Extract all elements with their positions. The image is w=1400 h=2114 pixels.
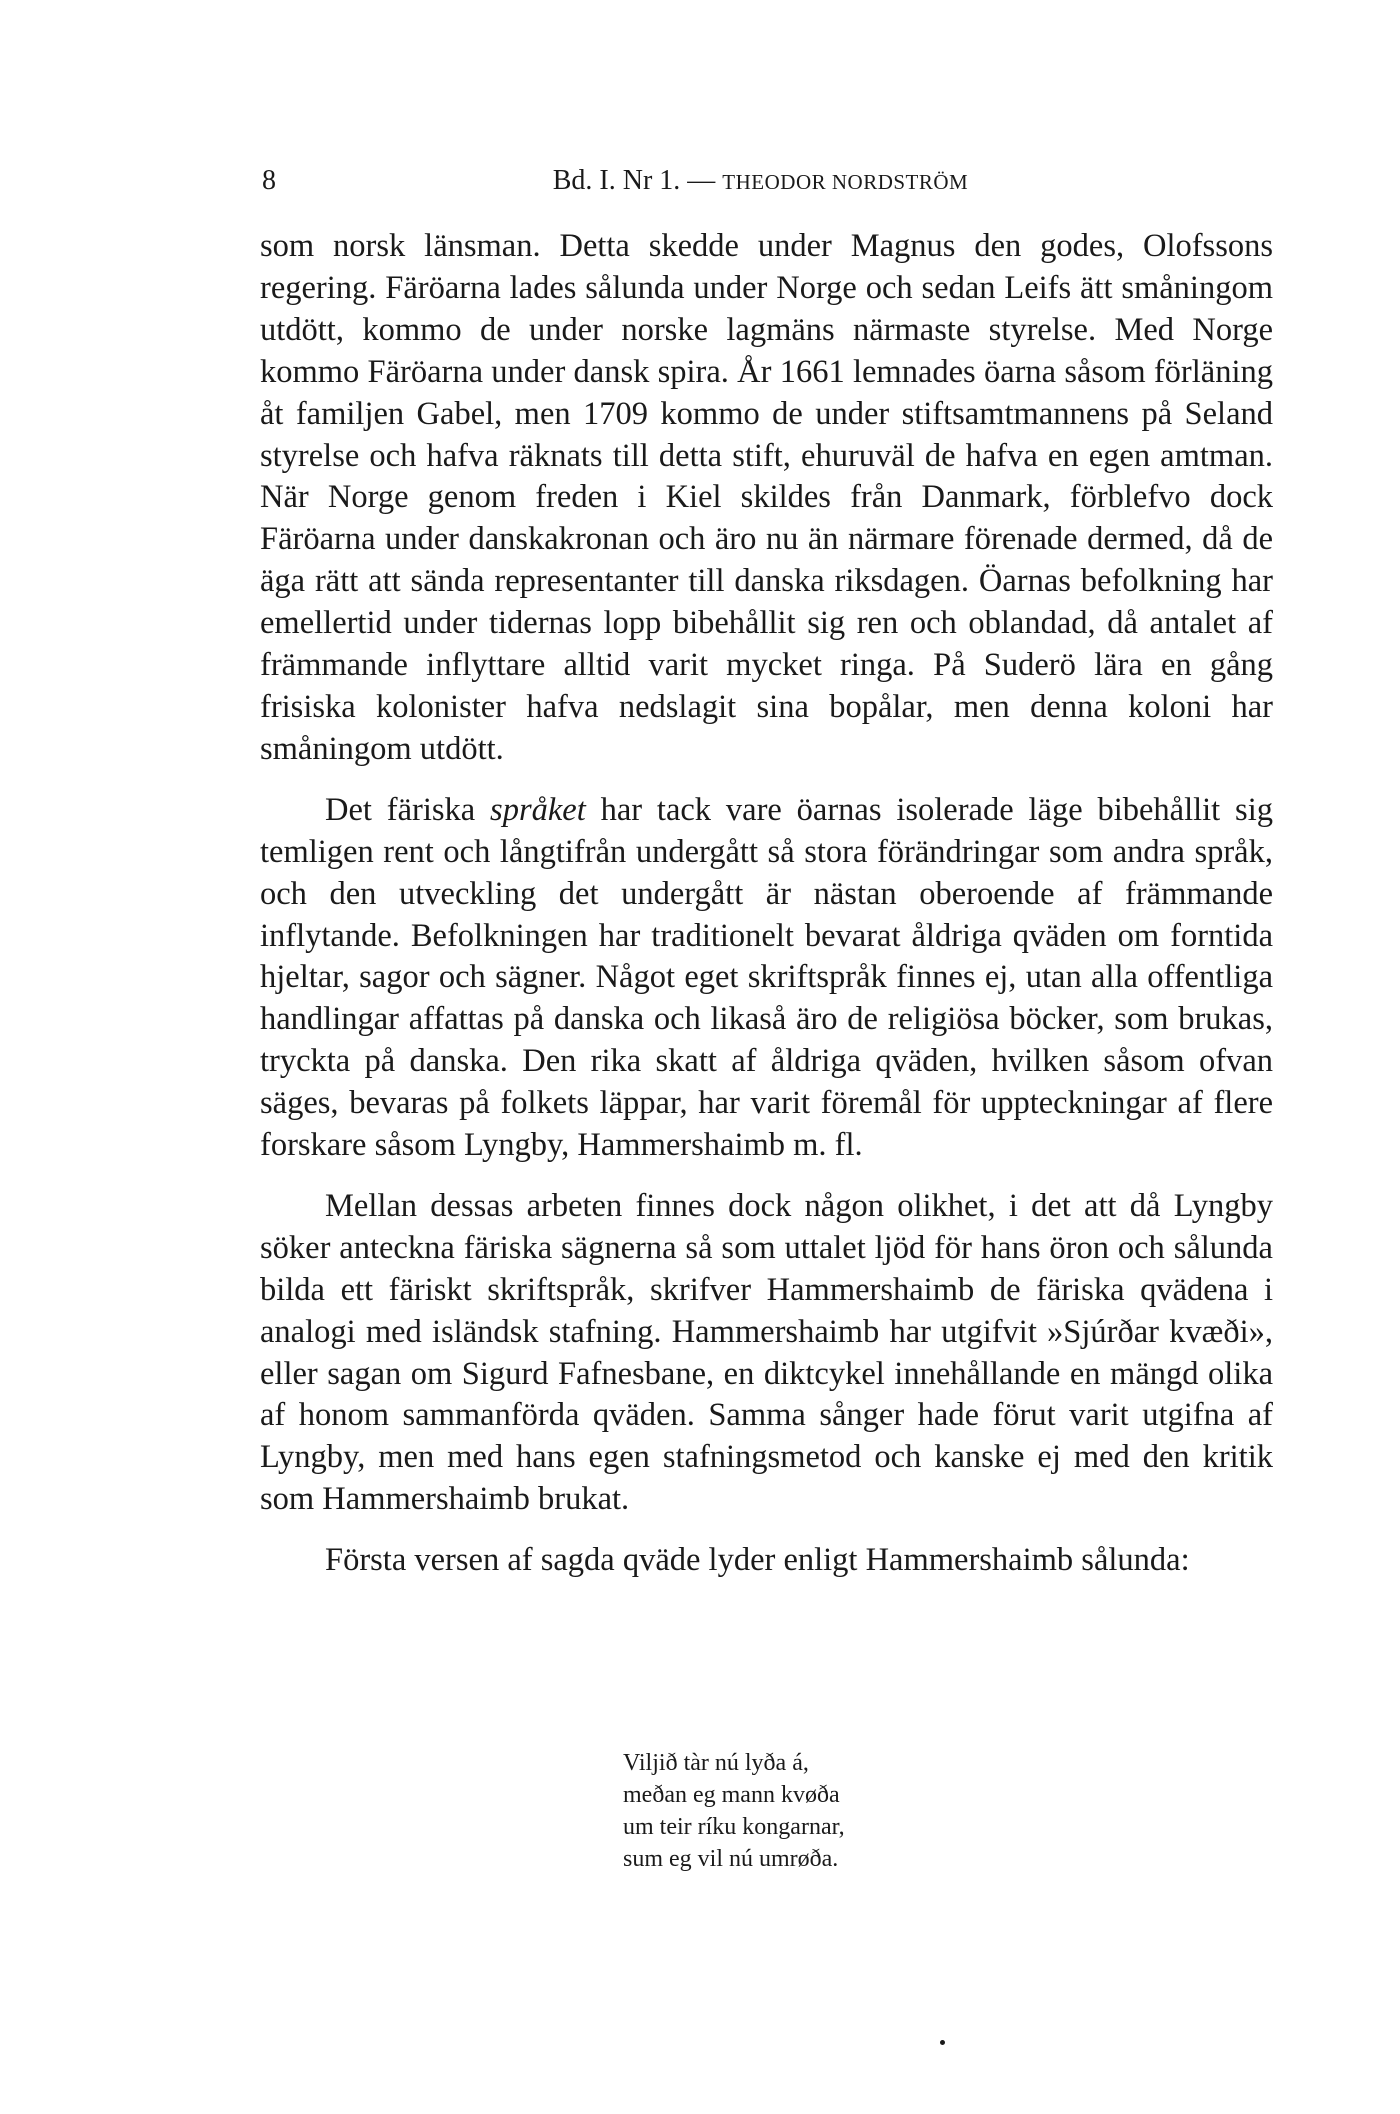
page-header [248, 165, 1273, 205]
verse-block [623, 1747, 845, 1875]
page-number: 8 [262, 165, 276, 196]
paragraph [260, 1186, 1273, 1521]
author-name: THEODOR NORDSTRÖM [722, 170, 969, 194]
paragraph [260, 790, 1273, 1167]
italic-term: språket [490, 791, 586, 828]
text-run: som norsk länsman. Detta skedde under Magnus den godes, Olofssons regering. Färöarna lades sålunda under Norge och sedan Leifs ätt småningom utdött, kommo de under norske lagmäns närmaste styrelse. Med Norge kommo Färöarna under dansk spira. År 1661 lemnades öarna såsom förläning åt familjen Gabel, men 1709 kommo de under stiftsamtmannens på Seland styrelse och hafva räknats till detta stift, ehuruväl de hafva en egen amtman. När Norge genom freden i Kiel skildes från Danmark, förblefvo dock Färöarna under danskakronan och äro nu än närmare förenade dermed, då de äga rätt att sända representanter till danska riksdagen. Öarnas befolkning har emellertid under tidernas lopp bibehållit sig ren och oblandad, då antalet af främmande inflyttare alltid varit mycket ringa. På Suderö lära en gång frisiska kolonister hafva nedslagit sina bopålar, men denna koloni har småningom utdött. [260, 228, 1273, 767]
text-run: har tack vare öarnas isolerade läge bibehållit sig temligen rent och långtifrån undergått så stora förändringar som andra språk, och den utveckling det undergått är nästan oberoende af främmande inflytande. Befolkningen har traditionelt bevarat åldriga qväden om forntida hjeltar, sagor och sägner. Något eget skriftspråk finnes ej, utan alla offentliga handlingar affattas på danska och likaså äro de religiösa böcker, som brukas, tryckta på danska. Den rika skatt af åldriga qväden, hvilken såsom ofvan säges, bevaras på folkets läppar, har varit föremål för uppteckningar af flere forskare såsom Lyngby, Hammershaimb m. fl. [260, 791, 1273, 1164]
running-head [248, 165, 1273, 197]
verse-line: meðan eg mann kvøða [623, 1782, 840, 1808]
paragraph [260, 226, 1273, 771]
volume-reference: Bd. I. Nr 1. — [552, 165, 716, 196]
text-run: Det färiska [325, 791, 491, 828]
verse-line: um teir ríku kongarnar, [623, 1814, 845, 1840]
body-text [260, 226, 1273, 1582]
text-run: Första versen af sagda qväde lyder enligt Hammershaimb sålunda: [325, 1542, 1190, 1579]
paragraph [260, 1540, 1273, 1582]
print-speck [940, 2040, 945, 2045]
verse-line: Viljið tàr nú lyða á, [623, 1750, 809, 1776]
verse-line: sum eg vil nú umrøða. [623, 1846, 839, 1872]
text-run: Mellan dessas arbeten finnes dock någon olikhet, i det att då Lyngby söker anteckna färiska sägnerna så som uttalet ljöd för hans öron och sålunda bilda ett färiskt skriftspråk, skrifver Hammershaimb de färiska qvädena i analogi med isländsk stafning. Hammershaimb har utgifvit »Sjúrðar kvæði», eller sagan om Sigurd Fafnesbane, en diktcykel innehållande en mängd olika af honom sammanförda qväden. Samma sånger hade förut varit utgifna af Lyngby, men med hans egen stafningsmetod och kanske ej med den kritik som Hammershaimb brukat. [260, 1187, 1273, 1518]
